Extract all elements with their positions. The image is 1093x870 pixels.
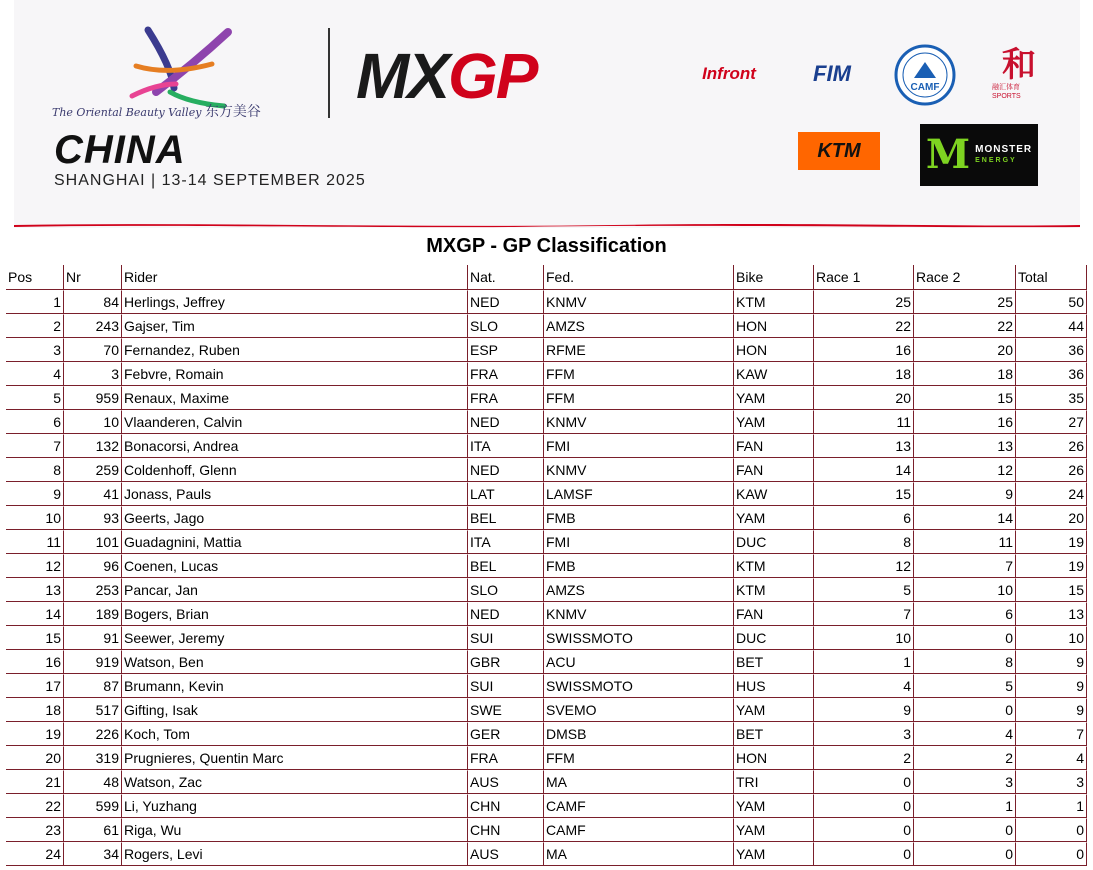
cell-total: 3: [1016, 770, 1087, 794]
cell-nat: CHN: [468, 818, 544, 842]
table-row: [6, 506, 1087, 530]
cell-rider: Rogers, Levi: [122, 842, 468, 866]
cell-total: 19: [1016, 530, 1087, 554]
table-row: [6, 602, 1087, 626]
cell-pos: 6: [6, 410, 64, 434]
cell-total: 0: [1016, 818, 1087, 842]
cell-race-1: 10: [814, 626, 914, 650]
cell-total: 50: [1016, 290, 1087, 314]
cell-nat: SWE: [468, 698, 544, 722]
cell-bike: YAM: [734, 386, 814, 410]
cell-fed: FFM: [544, 386, 734, 410]
cell-pos: 17: [6, 674, 64, 698]
cell-nat: NED: [468, 602, 544, 626]
cell-race-2: 3: [914, 770, 1016, 794]
cell-nr: 48: [64, 770, 122, 794]
cell-nr: 91: [64, 626, 122, 650]
cell-nr: 919: [64, 650, 122, 674]
cell-total: 36: [1016, 362, 1087, 386]
cell-fed: FFM: [544, 746, 734, 770]
cell-pos: 8: [6, 458, 64, 482]
cell-bike: YAM: [734, 794, 814, 818]
column-header-race-1: Race 1: [814, 265, 914, 290]
cell-race-1: 20: [814, 386, 914, 410]
cell-race-2: 9: [914, 482, 1016, 506]
cell-bike: KAW: [734, 362, 814, 386]
cell-race-2: 8: [914, 650, 1016, 674]
cell-total: 27: [1016, 410, 1087, 434]
cell-rider: Li, Yuzhang: [122, 794, 468, 818]
cell-race-2: 15: [914, 386, 1016, 410]
cell-bike: YAM: [734, 818, 814, 842]
cell-fed: AMZS: [544, 578, 734, 602]
cell-fed: MA: [544, 842, 734, 866]
monster-claw-icon: M: [925, 131, 972, 178]
table-row: [6, 770, 1087, 794]
cell-pos: 7: [6, 434, 64, 458]
cell-total: 7: [1016, 722, 1087, 746]
cell-bike: KTM: [734, 290, 814, 314]
cell-race-2: 25: [914, 290, 1016, 314]
column-header-nr: Nr: [64, 265, 122, 290]
cell-race-2: 0: [914, 842, 1016, 866]
cell-race-1: 0: [814, 842, 914, 866]
cell-fed: ACU: [544, 650, 734, 674]
event-tagline-cn: 东方美谷: [204, 104, 261, 120]
cell-race-1: 4: [814, 674, 914, 698]
cell-race-1: 1: [814, 650, 914, 674]
cell-nr: 959: [64, 386, 122, 410]
table-row: [6, 842, 1087, 866]
cell-rider: Seewer, Jeremy: [122, 626, 468, 650]
cell-bike: YAM: [734, 410, 814, 434]
cell-bike: KTM: [734, 554, 814, 578]
cell-bike: KTM: [734, 578, 814, 602]
table-row: [6, 746, 1087, 770]
cell-nr: 3: [64, 362, 122, 386]
cell-pos: 9: [6, 482, 64, 506]
cell-race-1: 8: [814, 530, 914, 554]
cell-nat: CHN: [468, 794, 544, 818]
cell-fed: FMI: [544, 434, 734, 458]
cell-pos: 23: [6, 818, 64, 842]
cell-bike: YAM: [734, 506, 814, 530]
event-place-dates: SHANGHAI | 13-14 SEPTEMBER 2025: [54, 172, 366, 189]
cell-rider: Herlings, Jeffrey: [122, 290, 468, 314]
cell-total: 0: [1016, 842, 1087, 866]
sports-logo-text: 融汇体育 SPORTS: [992, 84, 1021, 100]
table-row: [6, 410, 1087, 434]
cell-nr: 101: [64, 530, 122, 554]
cell-pos: 14: [6, 602, 64, 626]
column-header-fed: Fed.: [544, 265, 734, 290]
cell-fed: SWISSMOTO: [544, 674, 734, 698]
ktm-logo: KTM: [798, 132, 880, 170]
cell-bike: HUS: [734, 674, 814, 698]
table-row: [6, 338, 1087, 362]
cell-bike: HON: [734, 314, 814, 338]
cell-pos: 1: [6, 290, 64, 314]
cell-pos: 3: [6, 338, 64, 362]
cell-bike: DUC: [734, 626, 814, 650]
cell-race-1: 22: [814, 314, 914, 338]
cell-nr: 70: [64, 338, 122, 362]
cell-race-1: 9: [814, 698, 914, 722]
cell-nat: FRA: [468, 386, 544, 410]
cell-rider: Bogers, Brian: [122, 602, 468, 626]
table-row: [6, 314, 1087, 338]
cell-race-2: 0: [914, 818, 1016, 842]
table-row: [6, 482, 1087, 506]
cell-race-1: 6: [814, 506, 914, 530]
cell-fed: SVEMO: [544, 698, 734, 722]
cell-pos: 11: [6, 530, 64, 554]
cell-fed: KNMV: [544, 290, 734, 314]
cell-nat: ITA: [468, 530, 544, 554]
cell-nat: NED: [468, 290, 544, 314]
banner-divider: [328, 28, 330, 118]
cell-nr: 93: [64, 506, 122, 530]
cell-race-2: 20: [914, 338, 1016, 362]
cell-bike: BET: [734, 722, 814, 746]
cell-rider: Guadagnini, Mattia: [122, 530, 468, 554]
cell-race-2: 4: [914, 722, 1016, 746]
cell-fed: KNMV: [544, 410, 734, 434]
cell-race-1: 14: [814, 458, 914, 482]
table-row: [6, 650, 1087, 674]
cell-nat: BEL: [468, 506, 544, 530]
monster-energy-logo: [920, 124, 1038, 186]
cell-rider: Watson, Ben: [122, 650, 468, 674]
monster-logo-text: MONSTER: [975, 144, 1033, 155]
cell-nat: SLO: [468, 578, 544, 602]
cell-nr: 319: [64, 746, 122, 770]
cell-fed: KNMV: [544, 602, 734, 626]
cell-total: 4: [1016, 746, 1087, 770]
cell-race-1: 7: [814, 602, 914, 626]
table-row: [6, 722, 1087, 746]
cell-bike: HON: [734, 746, 814, 770]
column-header-race-2: Race 2: [914, 265, 1016, 290]
cell-total: 26: [1016, 458, 1087, 482]
cell-rider: Fernandez, Ruben: [122, 338, 468, 362]
table-body: [6, 290, 1087, 866]
cell-bike: FAN: [734, 602, 814, 626]
table-row: [6, 530, 1087, 554]
cell-total: 44: [1016, 314, 1087, 338]
sports-logo-glyph: 和: [1002, 46, 1036, 84]
cell-rider: Gajser, Tim: [122, 314, 468, 338]
cell-rider: Gifting, Isak: [122, 698, 468, 722]
cell-nr: 61: [64, 818, 122, 842]
cell-pos: 2: [6, 314, 64, 338]
cell-race-1: 5: [814, 578, 914, 602]
cell-rider: Koch, Tom: [122, 722, 468, 746]
cell-total: 20: [1016, 506, 1087, 530]
cell-fed: FMB: [544, 554, 734, 578]
cell-pos: 21: [6, 770, 64, 794]
cell-pos: 19: [6, 722, 64, 746]
cell-total: 36: [1016, 338, 1087, 362]
page-title: MXGP - GP Classification: [426, 235, 667, 257]
cell-total: 35: [1016, 386, 1087, 410]
event-country: CHINA: [54, 128, 186, 172]
cell-race-2: 1: [914, 794, 1016, 818]
cell-nr: 10: [64, 410, 122, 434]
cell-rider: Prugnieres, Quentin Marc: [122, 746, 468, 770]
cell-nat: LAT: [468, 482, 544, 506]
cell-race-2: 2: [914, 746, 1016, 770]
cell-bike: HON: [734, 338, 814, 362]
cell-race-2: 22: [914, 314, 1016, 338]
cell-rider: Riga, Wu: [122, 818, 468, 842]
mxgp-logo: [354, 44, 619, 106]
cell-bike: FAN: [734, 458, 814, 482]
cell-race-2: 6: [914, 602, 1016, 626]
cell-nat: ITA: [468, 434, 544, 458]
monster-logo-sub: ENERGY: [975, 157, 1017, 164]
cell-nat: FRA: [468, 746, 544, 770]
cell-nr: 243: [64, 314, 122, 338]
table-header-row: [6, 265, 1087, 290]
cell-pos: 24: [6, 842, 64, 866]
cell-nat: GER: [468, 722, 544, 746]
cell-race-2: 0: [914, 626, 1016, 650]
cell-fed: FMI: [544, 530, 734, 554]
cell-fed: SWISSMOTO: [544, 626, 734, 650]
cell-nat: NED: [468, 410, 544, 434]
cell-race-1: 12: [814, 554, 914, 578]
cell-rider: Febvre, Romain: [122, 362, 468, 386]
table-row: [6, 674, 1087, 698]
cell-rider: Pancar, Jan: [122, 578, 468, 602]
event-banner: [14, 0, 1080, 228]
infront-logo: Infront: [702, 64, 756, 83]
cell-race-2: 14: [914, 506, 1016, 530]
cell-pos: 12: [6, 554, 64, 578]
svg-text:MXGP: MXGP: [356, 44, 537, 106]
cell-fed: RFME: [544, 338, 734, 362]
table-row: [6, 554, 1087, 578]
cell-total: 10: [1016, 626, 1087, 650]
cell-race-1: 18: [814, 362, 914, 386]
cell-nat: FRA: [468, 362, 544, 386]
cell-nat: SUI: [468, 674, 544, 698]
cell-race-2: 11: [914, 530, 1016, 554]
cell-pos: 5: [6, 386, 64, 410]
cell-fed: FMB: [544, 506, 734, 530]
column-header-bike: Bike: [734, 265, 814, 290]
cell-race-1: 11: [814, 410, 914, 434]
cell-race-1: 0: [814, 818, 914, 842]
cell-nr: 34: [64, 842, 122, 866]
cell-nr: 87: [64, 674, 122, 698]
cell-nr: 189: [64, 602, 122, 626]
camf-logo: [894, 44, 956, 106]
cell-bike: YAM: [734, 842, 814, 866]
table-row: [6, 458, 1087, 482]
table-row: [6, 698, 1087, 722]
cell-race-1: 15: [814, 482, 914, 506]
cell-rider: Brumann, Kevin: [122, 674, 468, 698]
cell-race-1: 2: [814, 746, 914, 770]
cell-pos: 22: [6, 794, 64, 818]
cell-nat: BEL: [468, 554, 544, 578]
table-row: [6, 386, 1087, 410]
table-row: [6, 290, 1087, 314]
cell-nat: SLO: [468, 314, 544, 338]
cell-rider: Watson, Zac: [122, 770, 468, 794]
cell-race-2: 13: [914, 434, 1016, 458]
cell-race-2: 7: [914, 554, 1016, 578]
cell-rider: Coenen, Lucas: [122, 554, 468, 578]
cell-fed: AMZS: [544, 314, 734, 338]
cell-fed: CAMF: [544, 818, 734, 842]
cell-race-1: 16: [814, 338, 914, 362]
cell-nr: 259: [64, 458, 122, 482]
camf-logo-text: CAMF: [910, 82, 940, 93]
cell-fed: CAMF: [544, 794, 734, 818]
cell-bike: KAW: [734, 482, 814, 506]
cell-pos: 18: [6, 698, 64, 722]
cell-race-1: 0: [814, 794, 914, 818]
cell-race-2: 0: [914, 698, 1016, 722]
table-row: [6, 626, 1087, 650]
cell-pos: 15: [6, 626, 64, 650]
cell-bike: BET: [734, 650, 814, 674]
cell-nr: 132: [64, 434, 122, 458]
table-row: [6, 794, 1087, 818]
cell-race-2: 10: [914, 578, 1016, 602]
cell-total: 26: [1016, 434, 1087, 458]
cell-nr: 41: [64, 482, 122, 506]
cell-total: 9: [1016, 698, 1087, 722]
cell-total: 1: [1016, 794, 1087, 818]
column-header-pos: Pos: [6, 265, 64, 290]
cell-race-1: 0: [814, 770, 914, 794]
cell-rider: Geerts, Jago: [122, 506, 468, 530]
sports-logo: [992, 40, 1046, 108]
cell-total: 15: [1016, 578, 1087, 602]
cell-nat: ESP: [468, 338, 544, 362]
table-row: [6, 578, 1087, 602]
cell-nat: SUI: [468, 626, 544, 650]
cell-total: 13: [1016, 602, 1087, 626]
cell-nr: 253: [64, 578, 122, 602]
cell-race-2: 12: [914, 458, 1016, 482]
cell-nr: 96: [64, 554, 122, 578]
cell-rider: Renaux, Maxime: [122, 386, 468, 410]
cell-bike: TRI: [734, 770, 814, 794]
cell-race-2: 18: [914, 362, 1016, 386]
cell-nr: 517: [64, 698, 122, 722]
cell-pos: 10: [6, 506, 64, 530]
cell-race-1: 13: [814, 434, 914, 458]
cell-nr: 599: [64, 794, 122, 818]
cell-rider: Coldenhoff, Glenn: [122, 458, 468, 482]
cell-pos: 13: [6, 578, 64, 602]
cell-fed: DMSB: [544, 722, 734, 746]
column-header-nat: Nat.: [468, 265, 544, 290]
cell-nat: GBR: [468, 650, 544, 674]
cell-pos: 20: [6, 746, 64, 770]
cell-nat: NED: [468, 458, 544, 482]
cell-nr: 226: [64, 722, 122, 746]
cell-total: 9: [1016, 650, 1087, 674]
cell-nat: AUS: [468, 770, 544, 794]
column-header-total: Total: [1016, 265, 1087, 290]
cell-total: 19: [1016, 554, 1087, 578]
fim-logo: FIM: [813, 61, 851, 86]
cell-nr: 84: [64, 290, 122, 314]
cell-pos: 16: [6, 650, 64, 674]
cell-fed: FFM: [544, 362, 734, 386]
cell-fed: MA: [544, 770, 734, 794]
cell-fed: KNMV: [544, 458, 734, 482]
classification-table: [6, 265, 1087, 866]
table-row: [6, 362, 1087, 386]
banner-red-stripe: [14, 222, 1080, 228]
cell-bike: YAM: [734, 698, 814, 722]
cell-bike: FAN: [734, 434, 814, 458]
cell-fed: LAMSF: [544, 482, 734, 506]
cell-race-2: 5: [914, 674, 1016, 698]
cell-race-2: 16: [914, 410, 1016, 434]
cell-total: 24: [1016, 482, 1087, 506]
table-row: [6, 434, 1087, 458]
cell-rider: Bonacorsi, Andrea: [122, 434, 468, 458]
table-row: [6, 818, 1087, 842]
cell-rider: Vlaanderen, Calvin: [122, 410, 468, 434]
cell-race-1: 25: [814, 290, 914, 314]
cell-total: 9: [1016, 674, 1087, 698]
cell-nat: AUS: [468, 842, 544, 866]
cell-race-1: 3: [814, 722, 914, 746]
cell-pos: 4: [6, 362, 64, 386]
cell-bike: DUC: [734, 530, 814, 554]
cell-rider: Jonass, Pauls: [122, 482, 468, 506]
column-header-rider: Rider: [122, 265, 468, 290]
event-tagline: The Oriental Beauty Valley 东方美谷: [52, 104, 261, 120]
